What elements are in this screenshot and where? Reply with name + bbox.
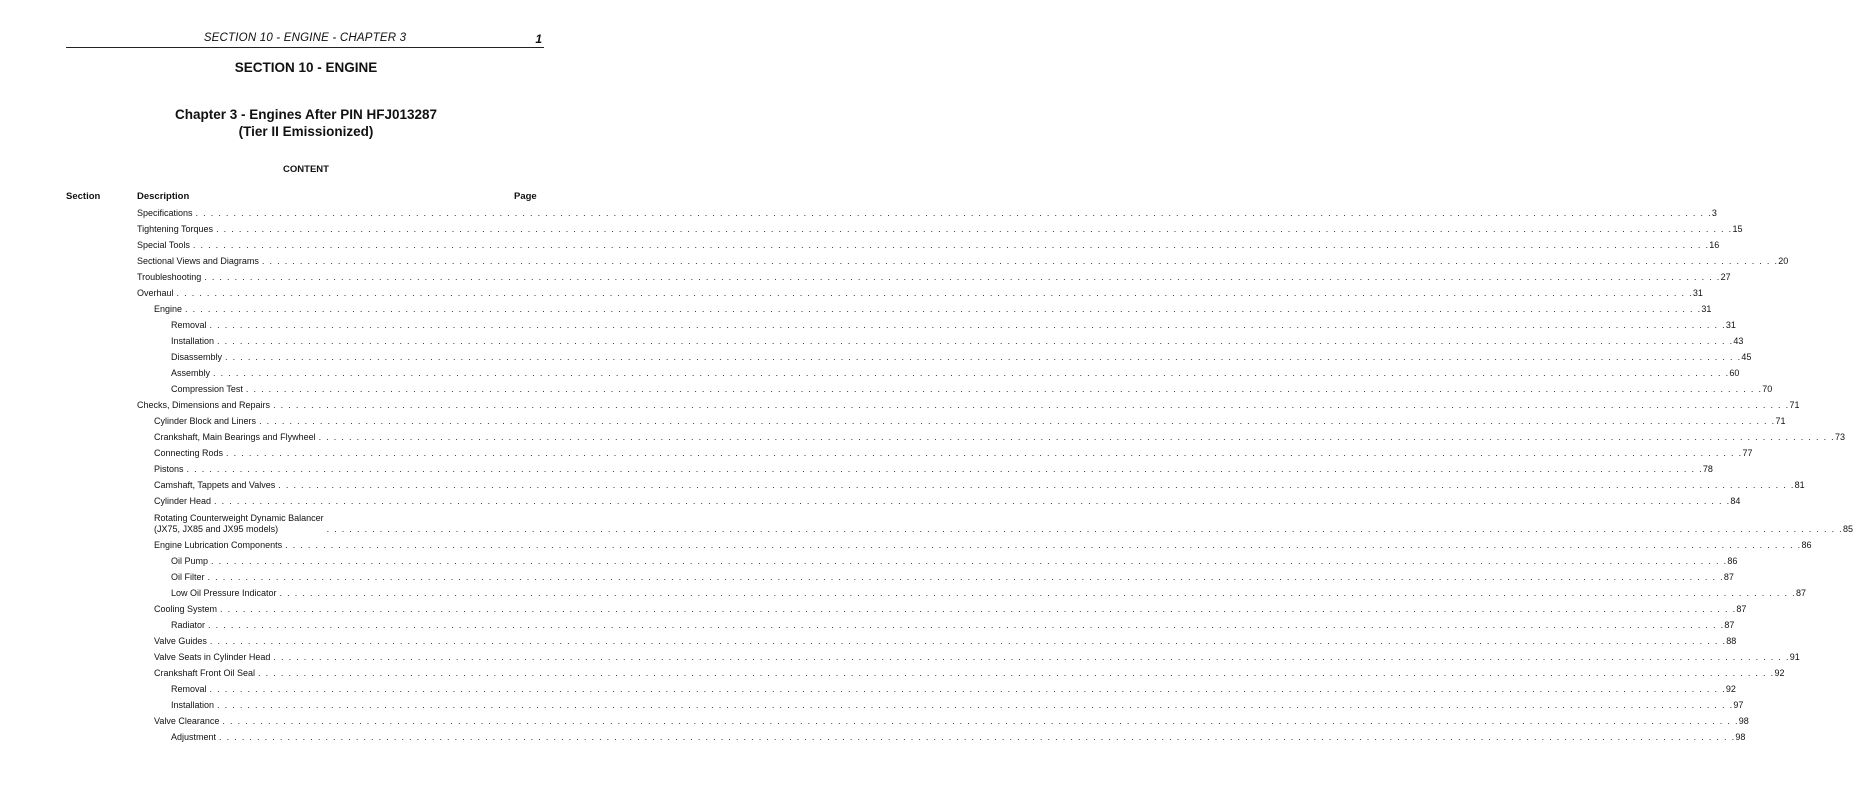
- toc-entry-page: 92: [1725, 684, 1736, 694]
- toc-dot-leader: . . . . . . . . . . . . . . . . . . . . . . . . . . . . . . . . . . . . . . . . . . . . . . . . . . . . . . . . . . . . . . . . . . . . . . . . . . . . . . . . . . . . . . . . . . . . . . . . . . . . . . . . . . . . . . . . . . . . . . . . . . . . . . . . . . . . . . . . . . . . . . . . . . . . . . . . . . . . . . . . . . . . . . . . . . . . . . . . . . . . . . . . . . . . . . . . . . . . . . . .: [326, 524, 1843, 534]
- toc-entry-page: 71: [1789, 400, 1800, 410]
- toc-entry-page: 97: [1733, 700, 1744, 710]
- toc-entry-label: Removal: [171, 684, 207, 694]
- column-header-description: Description: [137, 191, 190, 202]
- toc-dot-leader: . . . . . . . . . . . . . . . . . . . . . . . . . . . . . . . . . . . . . . . . . . . . . . . . . . . . . . . . . . . . . . . . . . . . . . . . . . . . . . . . . . . . . . . . . . . . . . . . . . . . . . . . . . . . . . . . . . . . . . . . . . . . . . . . . . . . . . . . . . . . . . . . . . . . . . . . . . . . . . . . . . . . . . . . . . . . . . . . . . . . . . . . . . . . . . . . . . . . . . . .: [204, 272, 1721, 282]
- toc-entry-label: Troubleshooting: [137, 272, 202, 282]
- toc-entry-page: 20: [1778, 256, 1789, 266]
- toc-entry-label: Disassembly: [171, 352, 223, 362]
- toc-entry[interactable]: [154, 635, 1737, 647]
- toc-entry-label: Valve Clearance: [154, 716, 220, 726]
- toc-entry-page: 31: [1692, 288, 1703, 298]
- chapter-title-line1: Chapter 3 - Engines After PIN HFJ013287: [174, 107, 438, 122]
- toc-entry[interactable]: [171, 587, 1806, 599]
- toc-dot-leader: . . . . . . . . . . . . . . . . . . . . . . . . . . . . . . . . . . . . . . . . . . . . . . . . . . . . . . . . . . . . . . . . . . . . . . . . . . . . . . . . . . . . . . . . . . . . . . . . . . . . . . . . . . . . . . . . . . . . . . . . . . . . . . . . . . . . . . . . . . . . . . . . . . . . . . . . . . . . . . . . . . . . . . . . . . . . . . . . . . . . . . . . . . . . . . . . . . . . . . . .: [261, 256, 1779, 266]
- toc-entry[interactable]: [171, 555, 1738, 567]
- toc-entry[interactable]: [137, 207, 1717, 219]
- toc-entry-page: 60: [1729, 368, 1740, 378]
- toc-dot-leader: . . . . . . . . . . . . . . . . . . . . . . . . . . . . . . . . . . . . . . . . . . . . . . . . . . . . . . . . . . . . . . . . . . . . . . . . . . . . . . . . . . . . . . . . . . . . . . . . . . . . . . . . . . . . . . . . . . . . . . . . . . . . . . . . . . . . . . . . . . . . . . . . . . . . . . . . . . . . . . . . . . . . . . . . . . . . . . . . . . . . . . . . . . . . . . . . . . . . . . . .: [222, 716, 1739, 726]
- toc-dot-leader: . . . . . . . . . . . . . . . . . . . . . . . . . . . . . . . . . . . . . . . . . . . . . . . . . . . . . . . . . . . . . . . . . . . . . . . . . . . . . . . . . . . . . . . . . . . . . . . . . . . . . . . . . . . . . . . . . . . . . . . . . . . . . . . . . . . . . . . . . . . . . . . . . . . . . . . . . . . . . . . . . . . . . . . . . . . . . . . . . . . . . . . . . . . . . . . . . . . . . . . .: [278, 480, 1795, 490]
- toc-entry[interactable]: [137, 223, 1743, 235]
- toc-entry-page: 87: [1724, 620, 1735, 630]
- toc-entry-page: 85: [1842, 524, 1853, 534]
- toc-entry-label: Valve Guides: [154, 636, 207, 646]
- toc-entry[interactable]: [171, 335, 1744, 347]
- toc-entry-page: 73: [1834, 432, 1845, 442]
- toc-entry-page: 98: [1738, 716, 1749, 726]
- toc-entry[interactable]: [171, 683, 1736, 695]
- toc-entry-label: Camshaft, Tappets and Valves: [154, 480, 276, 490]
- toc-entry[interactable]: [154, 715, 1749, 727]
- toc-dot-leader: . . . . . . . . . . . . . . . . . . . . . . . . . . . . . . . . . . . . . . . . . . . . . . . . . . . . . . . . . . . . . . . . . . . . . . . . . . . . . . . . . . . . . . . . . . . . . . . . . . . . . . . . . . . . . . . . . . . . . . . . . . . . . . . . . . . . . . . . . . . . . . . . . . . . . . . . . . . . . . . . . . . . . . . . . . . . . . . . . . . . . . . . . . . . . . . . . . . . . . . .: [259, 416, 1776, 426]
- toc-dot-leader: . . . . . . . . . . . . . . . . . . . . . . . . . . . . . . . . . . . . . . . . . . . . . . . . . . . . . . . . . . . . . . . . . . . . . . . . . . . . . . . . . . . . . . . . . . . . . . . . . . . . . . . . . . . . . . . . . . . . . . . . . . . . . . . . . . . . . . . . . . . . . . . . . . . . . . . . . . . . . . . . . . . . . . . . . . . . . . . . . . . . . . . . . . . . . . . . . . . . . . . .: [214, 496, 1731, 506]
- toc-dot-leader: . . . . . . . . . . . . . . . . . . . . . . . . . . . . . . . . . . . . . . . . . . . . . . . . . . . . . . . . . . . . . . . . . . . . . . . . . . . . . . . . . . . . . . . . . . . . . . . . . . . . . . . . . . . . . . . . . . . . . . . . . . . . . . . . . . . . . . . . . . . . . . . . . . . . . . . . . . . . . . . . . . . . . . . . . . . . . . . . . . . . . . . . . . . . . . . . . . . . . . . .: [209, 684, 1726, 694]
- toc-entry[interactable]: [154, 463, 1713, 475]
- toc-entry-label: [154, 513, 327, 535]
- toc-dot-leader: . . . . . . . . . . . . . . . . . . . . . . . . . . . . . . . . . . . . . . . . . . . . . . . . . . . . . . . . . . . . . . . . . . . . . . . . . . . . . . . . . . . . . . . . . . . . . . . . . . . . . . . . . . . . . . . . . . . . . . . . . . . . . . . . . . . . . . . . . . . . . . . . . . . . . . . . . . . . . . . . . . . . . . . . . . . . . . . . . . . . . . . . . . . . . . . . . . . . . . . .: [318, 432, 1835, 442]
- toc-entry[interactable]: [171, 319, 1736, 331]
- toc-entry-page: 31: [1701, 304, 1712, 314]
- toc-entry[interactable]: [137, 255, 1789, 267]
- toc-entry[interactable]: [154, 415, 1786, 427]
- toc-entry-page: 16: [1709, 240, 1720, 250]
- toc-entry[interactable]: [171, 351, 1752, 363]
- toc-dot-leader: . . . . . . . . . . . . . . . . . . . . . . . . . . . . . . . . . . . . . . . . . . . . . . . . . . . . . . . . . . . . . . . . . . . . . . . . . . . . . . . . . . . . . . . . . . . . . . . . . . . . . . . . . . . . . . . . . . . . . . . . . . . . . . . . . . . . . . . . . . . . . . . . . . . . . . . . . . . . . . . . . . . . . . . . . . . . . . . . . . . . . . . . . . . . . . . . . . . . . . . .: [208, 620, 1725, 630]
- toc-entry-label-line1: Rotating Counterweight Dynamic Balancer: [154, 513, 324, 523]
- content-heading: CONTENT: [283, 164, 329, 175]
- toc-entry-page: 87: [1795, 588, 1806, 598]
- toc-dot-leader: . . . . . . . . . . . . . . . . . . . . . . . . . . . . . . . . . . . . . . . . . . . . . . . . . . . . . . . . . . . . . . . . . . . . . . . . . . . . . . . . . . . . . . . . . . . . . . . . . . . . . . . . . . . . . . . . . . . . . . . . . . . . . . . . . . . . . . . . . . . . . . . . . . . . . . . . . . . . . . . . . . . . . . . . . . . . . . . . . . . . . . . . . . . . . . . . . . . . . . . .: [258, 668, 1775, 678]
- toc-entry-page: 86: [1801, 540, 1812, 550]
- toc-dot-leader: . . . . . . . . . . . . . . . . . . . . . . . . . . . . . . . . . . . . . . . . . . . . . . . . . . . . . . . . . . . . . . . . . . . . . . . . . . . . . . . . . . . . . . . . . . . . . . . . . . . . . . . . . . . . . . . . . . . . . . . . . . . . . . . . . . . . . . . . . . . . . . . . . . . . . . . . . . . . . . . . . . . . . . . . . . . . . . . . . . . . . . . . . . . . . . . . . . . . . . . .: [225, 352, 1742, 362]
- toc-entry-label: Engine: [154, 304, 183, 314]
- toc-entry[interactable]: [154, 539, 1812, 551]
- column-header-section: Section: [66, 191, 101, 202]
- running-header-title: SECTION 10 - ENGINE - CHAPTER 3: [203, 32, 407, 44]
- toc-entry-label: Removal: [171, 320, 207, 330]
- toc-entry-label: Checks, Dimensions and Repairs: [137, 400, 271, 410]
- section-title: SECTION 10 - ENGINE: [234, 60, 378, 75]
- toc-entry[interactable]: [171, 571, 1734, 583]
- toc-dot-leader: . . . . . . . . . . . . . . . . . . . . . . . . . . . . . . . . . . . . . . . . . . . . . . . . . . . . . . . . . . . . . . . . . . . . . . . . . . . . . . . . . . . . . . . . . . . . . . . . . . . . . . . . . . . . . . . . . . . . . . . . . . . . . . . . . . . . . . . . . . . . . . . . . . . . . . . . . . . . . . . . . . . . . . . . . . . . . . . . . . . . . . . . . . . . . . . . . . . . . . . .: [186, 464, 1703, 474]
- toc-entry[interactable]: [171, 367, 1740, 379]
- toc-entry-label: Connecting Rods: [154, 448, 224, 458]
- toc-entry-label: Pistons: [154, 464, 184, 474]
- toc-entry-label: Compression Test: [171, 384, 243, 394]
- toc-dot-leader: . . . . . . . . . . . . . . . . . . . . . . . . . . . . . . . . . . . . . . . . . . . . . . . . . . . . . . . . . . . . . . . . . . . . . . . . . . . . . . . . . . . . . . . . . . . . . . . . . . . . . . . . . . . . . . . . . . . . . . . . . . . . . . . . . . . . . . . . . . . . . . . . . . . . . . . . . . . . . . . . . . . . . . . . . . . . . . . . . . . . . . . . . . . . . . . . . . . . . . . .: [192, 240, 1710, 250]
- toc-dot-leader: . . . . . . . . . . . . . . . . . . . . . . . . . . . . . . . . . . . . . . . . . . . . . . . . . . . . . . . . . . . . . . . . . . . . . . . . . . . . . . . . . . . . . . . . . . . . . . . . . . . . . . . . . . . . . . . . . . . . . . . . . . . . . . . . . . . . . . . . . . . . . . . . . . . . . . . . . . . . . . . . . . . . . . . . . . . . . . . . . . . . . . . . . . . . . . . . . . . . . . . .: [285, 540, 1802, 550]
- toc-entry-page: 87: [1736, 604, 1747, 614]
- toc-entry[interactable]: [137, 239, 1720, 251]
- toc-entry-label: Installation: [171, 700, 215, 710]
- toc-entry[interactable]: [154, 431, 1845, 443]
- toc-entry-page: 92: [1774, 668, 1785, 678]
- toc-dot-leader: . . . . . . . . . . . . . . . . . . . . . . . . . . . . . . . . . . . . . . . . . . . . . . . . . . . . . . . . . . . . . . . . . . . . . . . . . . . . . . . . . . . . . . . . . . . . . . . . . . . . . . . . . . . . . . . . . . . . . . . . . . . . . . . . . . . . . . . . . . . . . . . . . . . . . . . . . . . . . . . . . . . . . . . . . . . . . . . . . . . . . . . . . . . . . . . . . . . . . . . .: [273, 652, 1790, 662]
- toc-entry-label: Low Oil Pressure Indicator: [171, 588, 277, 598]
- toc-dot-leader: . . . . . . . . . . . . . . . . . . . . . . . . . . . . . . . . . . . . . . . . . . . . . . . . . . . . . . . . . . . . . . . . . . . . . . . . . . . . . . . . . . . . . . . . . . . . . . . . . . . . . . . . . . . . . . . . . . . . . . . . . . . . . . . . . . . . . . . . . . . . . . . . . . . . . . . . . . . . . . . . . . . . . . . . . . . . . . . . . . . . . . . . . . . . . . . . . . . . . . . .: [209, 320, 1726, 330]
- toc-entry-label: Assembly: [171, 368, 211, 378]
- toc-dot-leader: . . . . . . . . . . . . . . . . . . . . . . . . . . . . . . . . . . . . . . . . . . . . . . . . . . . . . . . . . . . . . . . . . . . . . . . . . . . . . . . . . . . . . . . . . . . . . . . . . . . . . . . . . . . . . . . . . . . . . . . . . . . . . . . . . . . . . . . . . . . . . . . . . . . . . . . . . . . . . . . . . . . . . . . . . . . . . . . . . . . . . . . . . . . . . . . . . . . . . . . .: [245, 384, 1763, 394]
- toc-entry-label: Oil Pump: [171, 556, 209, 566]
- toc-entry[interactable]: [137, 399, 1800, 411]
- toc-entry-label: Engine Lubrication Components: [154, 540, 283, 550]
- toc-entry-label: Special Tools: [137, 240, 190, 250]
- toc-entry-label: Radiator: [171, 620, 206, 630]
- chapter-title-line2: (Tier II Emissionized): [238, 124, 374, 139]
- toc-dot-leader: . . . . . . . . . . . . . . . . . . . . . . . . . . . . . . . . . . . . . . . . . . . . . . . . . . . . . . . . . . . . . . . . . . . . . . . . . . . . . . . . . . . . . . . . . . . . . . . . . . . . . . . . . . . . . . . . . . . . . . . . . . . . . . . . . . . . . . . . . . . . . . . . . . . . . . . . . . . . . . . . . . . . . . . . . . . . . . . . . . . . . . . . . . . . . . . . . . . . . . . .: [219, 732, 1736, 742]
- toc-dot-leader: . . . . . . . . . . . . . . . . . . . . . . . . . . . . . . . . . . . . . . . . . . . . . . . . . . . . . . . . . . . . . . . . . . . . . . . . . . . . . . . . . . . . . . . . . . . . . . . . . . . . . . . . . . . . . . . . . . . . . . . . . . . . . . . . . . . . . . . . . . . . . . . . . . . . . . . . . . . . . . . . . . . . . . . . . . . . . . . . . . . . . . . . . . . . . . . . . . . . . . . .: [217, 336, 1734, 346]
- toc-entry-page: 70: [1762, 384, 1773, 394]
- toc-entry[interactable]: [171, 619, 1735, 631]
- toc-entry-page: 91: [1789, 652, 1800, 662]
- toc-entry-label: Cylinder Head: [154, 496, 212, 506]
- chapter-title: [0, 106, 612, 140]
- toc-entry-page: 84: [1730, 496, 1741, 506]
- toc-entry-page: 98: [1735, 732, 1746, 742]
- toc-entry-page: 81: [1794, 480, 1805, 490]
- toc-dot-leader: . . . . . . . . . . . . . . . . . . . . . . . . . . . . . . . . . . . . . . . . . . . . . . . . . . . . . . . . . . . . . . . . . . . . . . . . . . . . . . . . . . . . . . . . . . . . . . . . . . . . . . . . . . . . . . . . . . . . . . . . . . . . . . . . . . . . . . . . . . . . . . . . . . . . . . . . . . . . . . . . . . . . . . . . . . . . . . . . . . . . . . . . . . . . . . . . . . . . . . . .: [279, 588, 1796, 598]
- toc-entry-label: Cylinder Block and Liners: [154, 416, 257, 426]
- toc-entry[interactable]: [154, 303, 1712, 315]
- toc-entry-label: Sectional Views and Diagrams: [137, 256, 259, 266]
- toc-dot-leader: . . . . . . . . . . . . . . . . . . . . . . . . . . . . . . . . . . . . . . . . . . . . . . . . . . . . . . . . . . . . . . . . . . . . . . . . . . . . . . . . . . . . . . . . . . . . . . . . . . . . . . . . . . . . . . . . . . . . . . . . . . . . . . . . . . . . . . . . . . . . . . . . . . . . . . . . . . . . . . . . . . . . . . . . . . . . . . . . . . . . . . . . . . . . . . . . . . . . . . . .: [220, 604, 1737, 614]
- toc-dot-leader: . . . . . . . . . . . . . . . . . . . . . . . . . . . . . . . . . . . . . . . . . . . . . . . . . . . . . . . . . . . . . . . . . . . . . . . . . . . . . . . . . . . . . . . . . . . . . . . . . . . . . . . . . . . . . . . . . . . . . . . . . . . . . . . . . . . . . . . . . . . . . . . . . . . . . . . . . . . . . . . . . . . . . . . . . . . . . . . . . . . . . . . . . . . . . . . . . . . . . . . .: [195, 208, 1712, 218]
- toc-dot-leader: . . . . . . . . . . . . . . . . . . . . . . . . . . . . . . . . . . . . . . . . . . . . . . . . . . . . . . . . . . . . . . . . . . . . . . . . . . . . . . . . . . . . . . . . . . . . . . . . . . . . . . . . . . . . . . . . . . . . . . . . . . . . . . . . . . . . . . . . . . . . . . . . . . . . . . . . . . . . . . . . . . . . . . . . . . . . . . . . . . . . . . . . . . . . . . . . . . . . . . . .: [226, 448, 1743, 458]
- toc-entry-page: 15: [1732, 224, 1743, 234]
- toc-dot-leader: . . . . . . . . . . . . . . . . . . . . . . . . . . . . . . . . . . . . . . . . . . . . . . . . . . . . . . . . . . . . . . . . . . . . . . . . . . . . . . . . . . . . . . . . . . . . . . . . . . . . . . . . . . . . . . . . . . . . . . . . . . . . . . . . . . . . . . . . . . . . . . . . . . . . . . . . . . . . . . . . . . . . . . . . . . . . . . . . . . . . . . . . . . . . . . . . . . . . . . . .: [207, 572, 1724, 582]
- toc-dot-leader: . . . . . . . . . . . . . . . . . . . . . . . . . . . . . . . . . . . . . . . . . . . . . . . . . . . . . . . . . . . . . . . . . . . . . . . . . . . . . . . . . . . . . . . . . . . . . . . . . . . . . . . . . . . . . . . . . . . . . . . . . . . . . . . . . . . . . . . . . . . . . . . . . . . . . . . . . . . . . . . . . . . . . . . . . . . . . . . . . . . . . . . . . . . . . . . . . . . . . . . .: [185, 304, 1702, 314]
- toc-entry-page: 71: [1775, 416, 1786, 426]
- column-header-page: Page: [514, 191, 537, 202]
- toc-dot-leader: . . . . . . . . . . . . . . . . . . . . . . . . . . . . . . . . . . . . . . . . . . . . . . . . . . . . . . . . . . . . . . . . . . . . . . . . . . . . . . . . . . . . . . . . . . . . . . . . . . . . . . . . . . . . . . . . . . . . . . . . . . . . . . . . . . . . . . . . . . . . . . . . . . . . . . . . . . . . . . . . . . . . . . . . . . . . . . . . . . . . . . . . . . . . . . . . . . . . . . . .: [216, 224, 1733, 234]
- toc-entry-page: 78: [1702, 464, 1713, 474]
- running-header: [66, 32, 544, 48]
- toc-dot-leader: . . . . . . . . . . . . . . . . . . . . . . . . . . . . . . . . . . . . . . . . . . . . . . . . . . . . . . . . . . . . . . . . . . . . . . . . . . . . . . . . . . . . . . . . . . . . . . . . . . . . . . . . . . . . . . . . . . . . . . . . . . . . . . . . . . . . . . . . . . . . . . . . . . . . . . . . . . . . . . . . . . . . . . . . . . . . . . . . . . . . . . . . . . . . . . . . . . . . . . . .: [213, 368, 1730, 378]
- toc-dot-leader: . . . . . . . . . . . . . . . . . . . . . . . . . . . . . . . . . . . . . . . . . . . . . . . . . . . . . . . . . . . . . . . . . . . . . . . . . . . . . . . . . . . . . . . . . . . . . . . . . . . . . . . . . . . . . . . . . . . . . . . . . . . . . . . . . . . . . . . . . . . . . . . . . . . . . . . . . . . . . . . . . . . . . . . . . . . . . . . . . . . . . . . . . . . . . . . . . . . . . . . .: [211, 556, 1728, 566]
- toc-entry[interactable]: [171, 731, 1746, 743]
- toc-entry-label: Valve Seats in Cylinder Head: [154, 652, 271, 662]
- toc-dot-leader: . . . . . . . . . . . . . . . . . . . . . . . . . . . . . . . . . . . . . . . . . . . . . . . . . . . . . . . . . . . . . . . . . . . . . . . . . . . . . . . . . . . . . . . . . . . . . . . . . . . . . . . . . . . . . . . . . . . . . . . . . . . . . . . . . . . . . . . . . . . . . . . . . . . . . . . . . . . . . . . . . . . . . . . . . . . . . . . . . . . . . . . . . . . . . . . . . . . . . . . .: [217, 700, 1734, 710]
- toc-entry-label-line2: (JX75, JX85 and JX95 models): [154, 524, 279, 534]
- toc-entry-page: 27: [1720, 272, 1731, 282]
- toc-entry[interactable]: [154, 651, 1800, 663]
- toc-entry-page: 86: [1727, 556, 1738, 566]
- toc-entry-label: Installation: [171, 336, 215, 346]
- toc-entry-label: Overhaul: [137, 288, 174, 298]
- page-number: 1: [535, 32, 542, 46]
- toc-entry[interactable]: [137, 287, 1703, 299]
- toc-entry[interactable]: [154, 603, 1747, 615]
- toc-entry-label: Crankshaft Front Oil Seal: [154, 668, 256, 678]
- toc-entry-page: 3: [1711, 208, 1717, 218]
- toc-entry[interactable]: [154, 447, 1753, 459]
- toc-dot-leader: . . . . . . . . . . . . . . . . . . . . . . . . . . . . . . . . . . . . . . . . . . . . . . . . . . . . . . . . . . . . . . . . . . . . . . . . . . . . . . . . . . . . . . . . . . . . . . . . . . . . . . . . . . . . . . . . . . . . . . . . . . . . . . . . . . . . . . . . . . . . . . . . . . . . . . . . . . . . . . . . . . . . . . . . . . . . . . . . . . . . . . . . . . . . . . . . . . . . . . . .: [273, 400, 1790, 410]
- toc-entry[interactable]: [154, 495, 1741, 507]
- toc-entry[interactable]: [154, 511, 1853, 535]
- toc-entry-label: Specifications: [137, 208, 193, 218]
- toc-entry[interactable]: [171, 699, 1744, 711]
- toc-entry-page: 87: [1723, 572, 1734, 582]
- toc-entry[interactable]: [137, 271, 1731, 283]
- toc-entry-page: 43: [1733, 336, 1744, 346]
- toc-entry-label: Adjustment: [171, 732, 217, 742]
- toc-entry[interactable]: [154, 479, 1805, 491]
- toc-entry-label: Tightening Torques: [137, 224, 214, 234]
- toc-entry-page: 31: [1725, 320, 1736, 330]
- toc-entry-page: 77: [1742, 448, 1753, 458]
- toc-entry-label: Crankshaft, Main Bearings and Flywheel: [154, 432, 316, 442]
- toc-dot-leader: . . . . . . . . . . . . . . . . . . . . . . . . . . . . . . . . . . . . . . . . . . . . . . . . . . . . . . . . . . . . . . . . . . . . . . . . . . . . . . . . . . . . . . . . . . . . . . . . . . . . . . . . . . . . . . . . . . . . . . . . . . . . . . . . . . . . . . . . . . . . . . . . . . . . . . . . . . . . . . . . . . . . . . . . . . . . . . . . . . . . . . . . . . . . . . . . . . . . . . . .: [176, 288, 1693, 298]
- toc-entry-label: Cooling System: [154, 604, 218, 614]
- toc-dot-leader: . . . . . . . . . . . . . . . . . . . . . . . . . . . . . . . . . . . . . . . . . . . . . . . . . . . . . . . . . . . . . . . . . . . . . . . . . . . . . . . . . . . . . . . . . . . . . . . . . . . . . . . . . . . . . . . . . . . . . . . . . . . . . . . . . . . . . . . . . . . . . . . . . . . . . . . . . . . . . . . . . . . . . . . . . . . . . . . . . . . . . . . . . . . . . . . . . . . . . . . .: [209, 636, 1727, 646]
- toc-entry-page: 45: [1741, 352, 1752, 362]
- toc-entry[interactable]: [154, 667, 1785, 679]
- toc-entry-label: Oil Filter: [171, 572, 205, 582]
- toc-entry-page: 88: [1726, 636, 1737, 646]
- toc-entry[interactable]: [171, 383, 1773, 395]
